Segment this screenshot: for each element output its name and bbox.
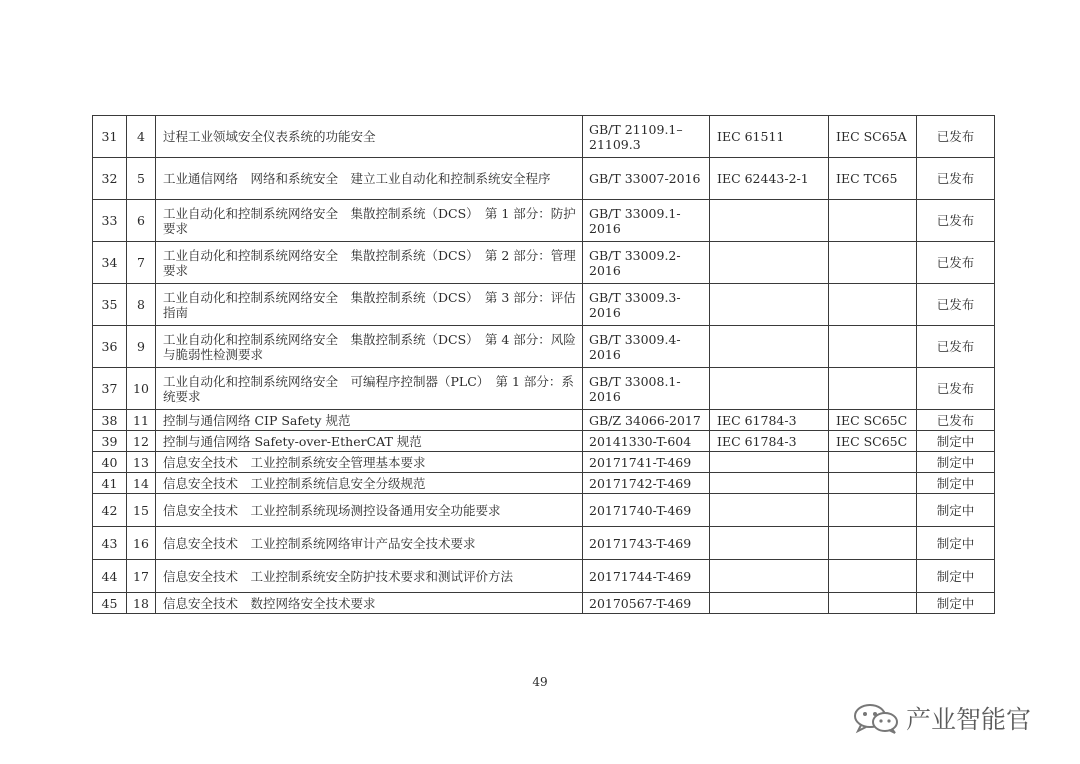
technical-committee xyxy=(829,593,917,614)
international-standard: IEC 61784-3 xyxy=(710,410,829,431)
status-cell: 已发布 xyxy=(917,368,995,410)
table-row xyxy=(93,116,995,158)
row-number: 33 xyxy=(93,200,127,242)
standard-number: GB/Z 34066-2017 xyxy=(583,410,710,431)
sub-number: 12 xyxy=(127,431,156,452)
sub-number: 18 xyxy=(127,593,156,614)
standard-name: 信息安全技术 工业控制系统信息安全分级规范 xyxy=(156,473,583,494)
row-number: 36 xyxy=(93,326,127,368)
sub-number: 8 xyxy=(127,284,156,326)
sub-number: 16 xyxy=(127,527,156,560)
standard-number: 20171741-T-469 xyxy=(583,452,710,473)
table-row xyxy=(93,368,995,410)
standard-name: 信息安全技术 工业控制系统安全防护技术要求和测试评价方法 xyxy=(156,560,583,593)
table-row xyxy=(93,200,995,242)
international-standard xyxy=(710,494,829,527)
status-cell: 制定中 xyxy=(917,560,995,593)
standard-number: GB/T 33008.1-2016 xyxy=(583,368,710,410)
international-standard xyxy=(710,560,829,593)
standard-number: 20171744-T-469 xyxy=(583,560,710,593)
standard-name: 信息安全技术 工业控制系统安全管理基本要求 xyxy=(156,452,583,473)
technical-committee xyxy=(829,200,917,242)
international-standard xyxy=(710,473,829,494)
international-standard xyxy=(710,326,829,368)
standard-number: 20171740-T-469 xyxy=(583,494,710,527)
standard-name: 控制与通信网络 Safety-over-EtherCAT 规范 xyxy=(156,431,583,452)
table-row xyxy=(93,560,995,593)
row-number: 35 xyxy=(93,284,127,326)
technical-committee xyxy=(829,368,917,410)
standard-name: 工业自动化和控制系统网络安全 可编程序控制器（PLC） 第 1 部分：系统要求 xyxy=(156,368,583,410)
international-standard xyxy=(710,284,829,326)
status-cell: 制定中 xyxy=(917,473,995,494)
sub-number: 13 xyxy=(127,452,156,473)
table-row xyxy=(93,473,995,494)
sub-number: 14 xyxy=(127,473,156,494)
technical-committee xyxy=(829,494,917,527)
technical-committee xyxy=(829,473,917,494)
status-cell: 制定中 xyxy=(917,494,995,527)
status-cell: 已发布 xyxy=(917,200,995,242)
international-standard xyxy=(710,200,829,242)
international-standard: IEC 61511 xyxy=(710,116,829,158)
row-number: 34 xyxy=(93,242,127,284)
status-cell: 已发布 xyxy=(917,242,995,284)
table-row xyxy=(93,494,995,527)
watermark xyxy=(852,700,1031,736)
standard-name: 工业通信网络 网络和系统安全 建立工业自动化和控制系统安全程序 xyxy=(156,158,583,200)
technical-committee xyxy=(829,242,917,284)
row-number: 44 xyxy=(93,560,127,593)
standard-number: GB/T 33009.3-2016 xyxy=(583,284,710,326)
technical-committee: IEC TC65 xyxy=(829,158,917,200)
sub-number: 11 xyxy=(127,410,156,431)
row-number: 40 xyxy=(93,452,127,473)
status-cell: 制定中 xyxy=(917,527,995,560)
row-number: 37 xyxy=(93,368,127,410)
standard-name: 信息安全技术 工业控制系统现场测控设备通用安全功能要求 xyxy=(156,494,583,527)
table-row xyxy=(93,242,995,284)
row-number: 32 xyxy=(93,158,127,200)
row-number: 38 xyxy=(93,410,127,431)
standard-number: GB/T 33009.4-2016 xyxy=(583,326,710,368)
international-standard xyxy=(710,452,829,473)
sub-number: 10 xyxy=(127,368,156,410)
standard-number: GB/T 33009.1-2016 xyxy=(583,200,710,242)
sub-number: 7 xyxy=(127,242,156,284)
status-cell: 已发布 xyxy=(917,410,995,431)
international-standard xyxy=(710,242,829,284)
technical-committee xyxy=(829,326,917,368)
standard-number: GB/T 21109.1–21109.3 xyxy=(583,116,710,158)
status-cell: 已发布 xyxy=(917,116,995,158)
technical-committee xyxy=(829,284,917,326)
sub-number: 15 xyxy=(127,494,156,527)
technical-committee: IEC SC65C xyxy=(829,410,917,431)
page-number: 49 xyxy=(532,675,548,689)
technical-committee xyxy=(829,452,917,473)
standard-number: 20171743-T-469 xyxy=(583,527,710,560)
sub-number: 6 xyxy=(127,200,156,242)
standard-name: 信息安全技术 数控网络安全技术要求 xyxy=(156,593,583,614)
table-row xyxy=(93,158,995,200)
standard-number: GB/T 33009.2-2016 xyxy=(583,242,710,284)
row-number: 43 xyxy=(93,527,127,560)
standard-number: 20171742-T-469 xyxy=(583,473,710,494)
sub-number: 17 xyxy=(127,560,156,593)
row-number: 39 xyxy=(93,431,127,452)
standard-name: 工业自动化和控制系统网络安全 集散控制系统（DCS） 第 1 部分：防护要求 xyxy=(156,200,583,242)
standard-name: 工业自动化和控制系统网络安全 集散控制系统（DCS） 第 2 部分：管理要求 xyxy=(156,242,583,284)
standards-table xyxy=(92,115,995,614)
technical-committee xyxy=(829,560,917,593)
table-row xyxy=(93,593,995,614)
standard-name: 过程工业领域安全仪表系统的功能安全 xyxy=(156,116,583,158)
sub-number: 9 xyxy=(127,326,156,368)
status-cell: 已发布 xyxy=(917,284,995,326)
table-row xyxy=(93,410,995,431)
international-standard xyxy=(710,368,829,410)
row-number: 42 xyxy=(93,494,127,527)
standard-number: 20141330-T-604 xyxy=(583,431,710,452)
watermark-text: 产业智能官 xyxy=(906,705,1032,734)
international-standard: IEC 61784-3 xyxy=(710,431,829,452)
table-body xyxy=(93,116,995,614)
standard-name: 工业自动化和控制系统网络安全 集散控制系统（DCS） 第 3 部分：评估指南 xyxy=(156,284,583,326)
status-cell: 制定中 xyxy=(917,431,995,452)
table-row xyxy=(93,431,995,452)
status-cell: 已发布 xyxy=(917,326,995,368)
wechat-icon xyxy=(852,702,900,734)
row-number: 31 xyxy=(93,116,127,158)
sub-number: 5 xyxy=(127,158,156,200)
table-row xyxy=(93,527,995,560)
status-cell: 制定中 xyxy=(917,452,995,473)
international-standard xyxy=(710,593,829,614)
standard-number: GB/T 33007-2016 xyxy=(583,158,710,200)
row-number: 45 xyxy=(93,593,127,614)
table-row xyxy=(93,326,995,368)
technical-committee xyxy=(829,527,917,560)
technical-committee: IEC SC65A xyxy=(829,116,917,158)
standard-name: 信息安全技术 工业控制系统网络审计产品安全技术要求 xyxy=(156,527,583,560)
status-cell: 已发布 xyxy=(917,158,995,200)
sub-number: 4 xyxy=(127,116,156,158)
standard-number: 20170567-T-469 xyxy=(583,593,710,614)
table-row xyxy=(93,452,995,473)
standard-name: 工业自动化和控制系统网络安全 集散控制系统（DCS） 第 4 部分：风险与脆弱性检测要求 xyxy=(156,326,583,368)
technical-committee: IEC SC65C xyxy=(829,431,917,452)
row-number: 41 xyxy=(93,473,127,494)
international-standard: IEC 62443-2-1 xyxy=(710,158,829,200)
international-standard xyxy=(710,527,829,560)
standard-name: 控制与通信网络 CIP Safety 规范 xyxy=(156,410,583,431)
status-cell: 制定中 xyxy=(917,593,995,614)
table-row xyxy=(93,284,995,326)
